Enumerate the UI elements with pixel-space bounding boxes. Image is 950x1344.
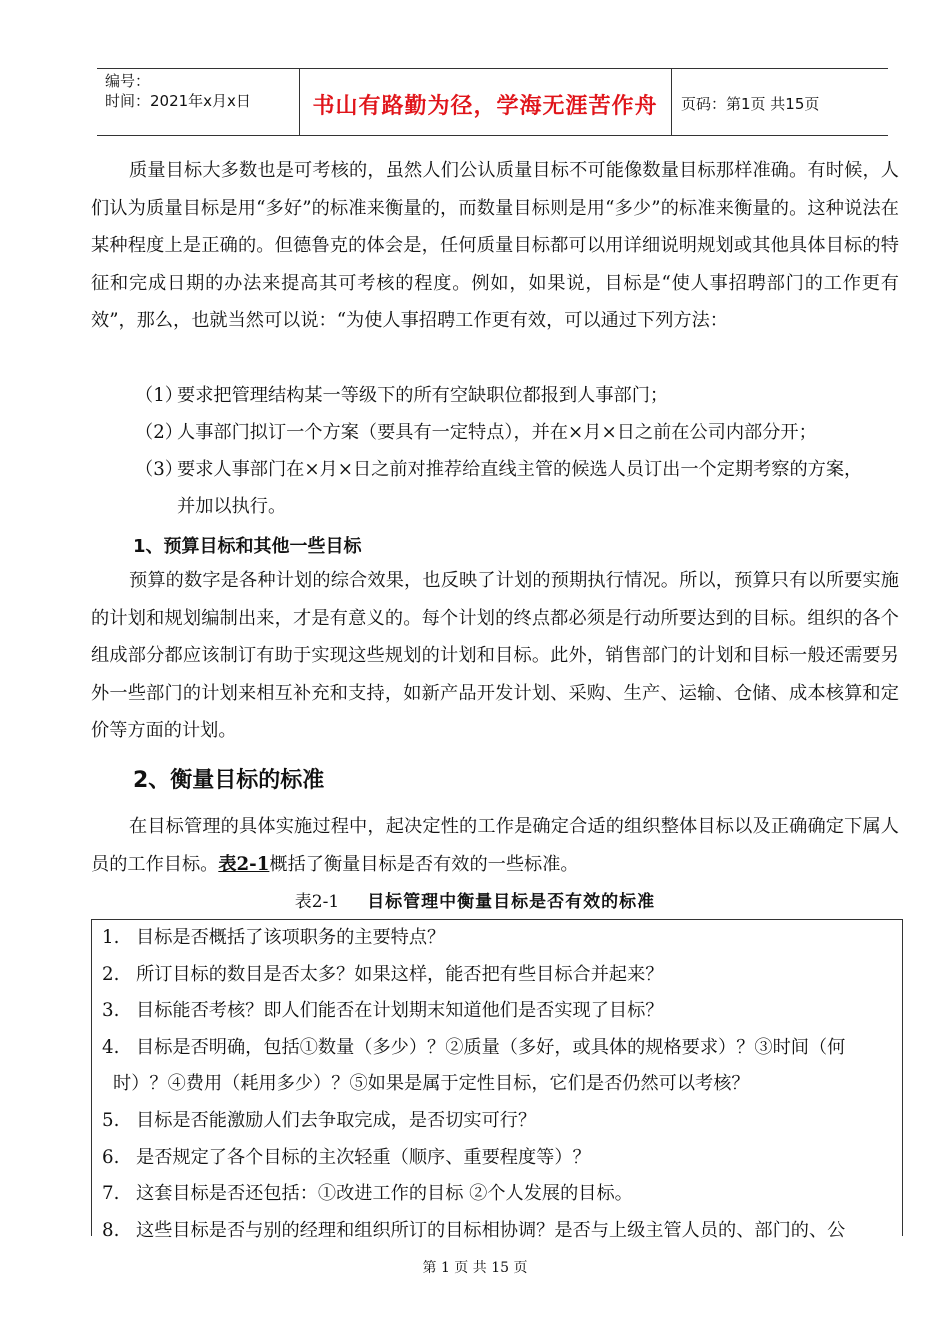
document-time: 时间：2021年x月x日 <box>105 92 251 110</box>
intro-paragraph: 质量目标大多数也是可考核的，虽然人们公认质量目标不可能像数量目标那样准确。有时候，人们认为质量目标是用“多好”的标准来衡量的，而数量目标则是用“多少”的标准来衡量的。这种说法在某种程度上是正确的。但德鲁克的体会是，任何质量目标都可以用详细说明规划或其他具体目标的特征和完成日期的办法来提高其可考核的程度。例如，如果说，目标是“使人事招聘部门的工作更有效”，那么，也就当然可以说：“为使人事招聘工作更有效，可以通过下列方法： <box>91 160 899 331</box>
criteria-text: 目标能否考核？即人们能否在计划期末知道他们是否实现了目标？ <box>136 1000 664 1022</box>
method-text: 要求人事部门在×月×日之前对推荐给直线主管的候选人员订出一个定期考察的方案， <box>177 459 863 480</box>
criteria-intro-paragraph <box>91 808 899 883</box>
criteria-text: 目标是否能激励人们去争取完成，是否切实可行？ <box>136 1110 537 1131</box>
criteria-row <box>102 920 445 957</box>
criteria-number: 3. <box>102 1000 120 1022</box>
method-text: 要求把管理结构某一等级下的所有空缺职位都报到人事部门； <box>177 385 669 406</box>
criteria-number: 6. <box>102 1146 120 1168</box>
criteria-text: 目标是否概括了该项职务的主要特点？ <box>136 927 446 948</box>
criteria-row <box>102 1030 845 1067</box>
criteria-continuation: 时）？④费用（耗用多少）？⑤如果是属于定性目标，它们是否仍然可以考核？ <box>113 1073 750 1095</box>
header-page-info: 页码：第1页 共15页 <box>681 95 820 113</box>
section-heading-criteria: 2、衡量目标的标准 <box>133 768 325 793</box>
budget-paragraph: 预算的数字是各种计划的综合效果，也反映了计划的预期执行情况。所以，预算只有以所要实施的计划和规划编制出来，才是有意义的。每个计划的终点都必须是行动所要达到的目标。组织的各个组成部分都应该制订有助于实现这些规划的计划和目标。此外，销售部门的计划和目标一般还需要另外一些部门的计划来相互补充和支持，如新产品开发计划、采购、生产、运输、仓储、成本核算和定价等方面的计划。 <box>91 570 899 741</box>
method-continuation: 并加以执行。 <box>177 496 287 517</box>
page-footer: 第 1 页 共 15 页 <box>422 1260 528 1276</box>
method-number: （3） <box>135 459 183 480</box>
document-number-label: 编号： <box>105 72 151 90</box>
criteria-intro-text-after: 概括了衡量目标是否有效的一些标准。 <box>269 853 579 875</box>
table-caption <box>0 887 950 912</box>
criteria-intro-text: 在目标管理的具体实施过程中，起决定性的工作是确定合适的组织整体目标以及正确确定下属人员的工作目标。 <box>91 816 899 875</box>
header-meta <box>105 71 305 111</box>
criteria-text: 所订目标的数目是否太多？如果这样，能否把有些目标合并起来？ <box>136 963 664 985</box>
header-motto: 书山有路勤为径，学海无涯苦作舟 <box>312 94 658 119</box>
method-item <box>135 414 905 452</box>
criteria-text: 这些目标是否与别的经理和组织所订的目标相协调？是否与上级主管人员的、部门的、公 <box>136 1219 846 1241</box>
criteria-row <box>102 1176 633 1213</box>
criteria-number: 1. <box>102 927 120 948</box>
table-caption-title: 目标管理中衡量目标是否有效的标准 <box>367 892 656 912</box>
criteria-row <box>102 1103 536 1140</box>
criteria-number: 8. <box>102 1219 120 1241</box>
table-reference-link[interactable]: 表2-1 <box>218 853 270 875</box>
criteria-text: 目标是否明确，包括①数量（多少）？②质量（多好，或具体的规格要求）？③时间（何 <box>136 1036 846 1058</box>
section-heading-budget: 1、预算目标和其他一些目标 <box>133 536 362 557</box>
criteria-table <box>91 919 903 1241</box>
table-caption-label: 表2-1 <box>294 892 340 912</box>
criteria-row <box>102 1213 845 1250</box>
criteria-row <box>102 957 663 994</box>
criteria-text: 这套目标是否还包括：①改进工作的目标 ②个人发展的目标。 <box>136 1183 633 1205</box>
method-number: （2） <box>135 422 183 443</box>
criteria-number: 4. <box>102 1036 120 1058</box>
method-item <box>135 377 905 415</box>
page-header <box>97 68 888 136</box>
criteria-row <box>102 993 663 1030</box>
method-text: 人事部门拟订一个方案（要具有一定特点），并在×月×日之前在公司内部分开； <box>177 422 817 443</box>
criteria-number: 5. <box>102 1110 120 1131</box>
criteria-number: 7. <box>102 1183 120 1205</box>
criteria-text: 是否规定了各个目标的主次轻重（顺序、重要程度等）？ <box>136 1146 591 1168</box>
method-number: （1） <box>135 385 183 406</box>
criteria-row <box>102 1140 591 1177</box>
criteria-number: 2. <box>102 963 120 985</box>
method-item <box>135 451 915 489</box>
header-divider <box>671 69 672 135</box>
